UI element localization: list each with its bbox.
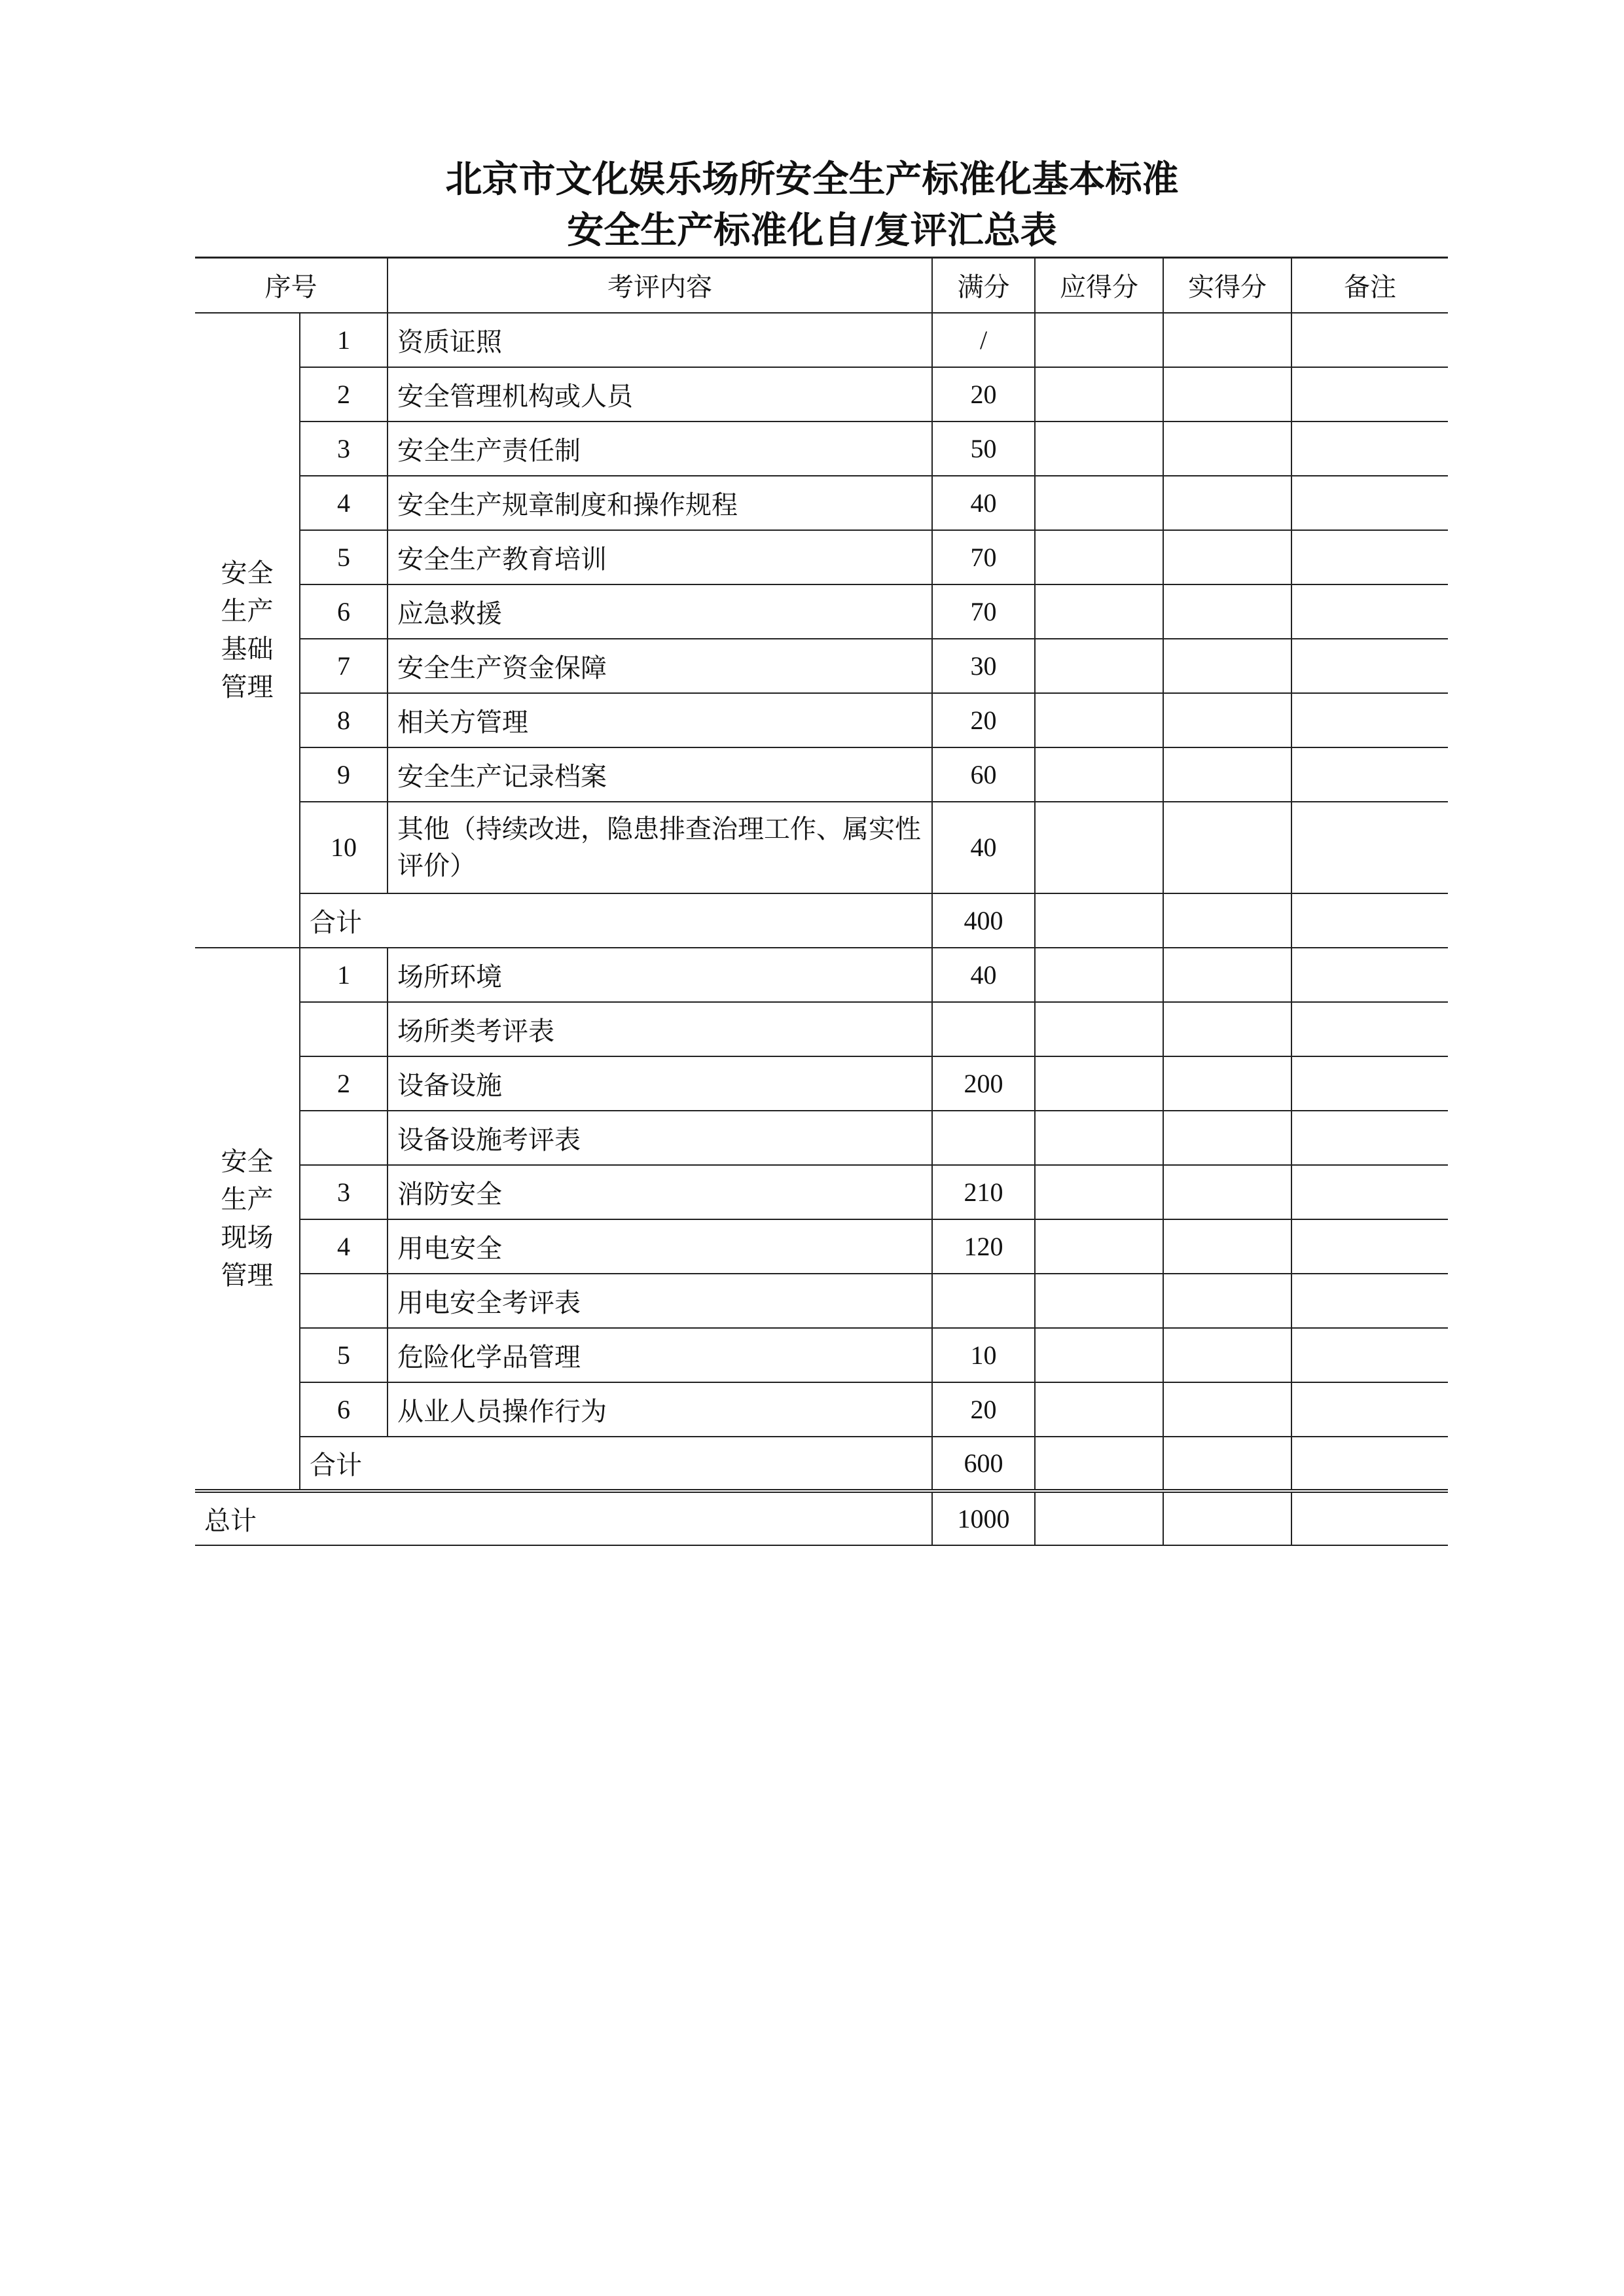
row-full-score: 10 (932, 1328, 1035, 1382)
subtotal-remarks-cell[interactable] (1291, 893, 1448, 948)
table-row (195, 422, 1448, 476)
subtotal-label: 合计 (300, 893, 932, 948)
row-actual-score-cell[interactable] (1163, 802, 1291, 893)
header-actual-score: 实得分 (1163, 258, 1291, 313)
table-row (195, 747, 1448, 802)
row-due-score-cell[interactable] (1035, 367, 1163, 422)
row-actual-score-cell[interactable] (1163, 693, 1291, 747)
row-due-score-cell[interactable] (1035, 313, 1163, 367)
table-row (195, 584, 1448, 639)
row-number: 1 (300, 948, 388, 1002)
subtotal-remarks-cell[interactable] (1291, 1437, 1448, 1491)
row-full-score: 20 (932, 367, 1035, 422)
row-due-score-cell[interactable] (1035, 1111, 1163, 1165)
header-due-score: 应得分 (1035, 258, 1163, 313)
header-seq: 序号 (195, 258, 388, 313)
subtotal-due-score-cell[interactable] (1035, 1437, 1163, 1491)
row-remarks-cell[interactable] (1291, 1111, 1448, 1165)
row-actual-score-cell[interactable] (1163, 476, 1291, 530)
row-remarks-cell[interactable] (1291, 367, 1448, 422)
row-full-score: 20 (932, 693, 1035, 747)
score-summary-table (195, 257, 1448, 1546)
row-number: 9 (300, 747, 388, 802)
table-row (195, 313, 1448, 367)
row-actual-score-cell[interactable] (1163, 422, 1291, 476)
row-full-score (932, 1002, 1035, 1056)
row-full-score: 70 (932, 530, 1035, 584)
row-content: 场所环境 (388, 948, 932, 1002)
row-number: 5 (300, 530, 388, 584)
row-content: 用电安全 (388, 1219, 932, 1274)
row-number: 4 (300, 1219, 388, 1274)
subtotal-actual-score-cell[interactable] (1163, 1437, 1291, 1491)
table-row (195, 1382, 1448, 1437)
row-actual-score-cell[interactable] (1163, 1274, 1291, 1328)
row-content: 场所类考评表 (388, 1002, 932, 1056)
row-full-score: 40 (932, 476, 1035, 530)
row-number: 3 (300, 422, 388, 476)
row-remarks-cell[interactable] (1291, 1328, 1448, 1382)
row-remarks-cell[interactable] (1291, 747, 1448, 802)
row-due-score-cell[interactable] (1035, 476, 1163, 530)
row-due-score-cell[interactable] (1035, 1165, 1163, 1219)
row-content: 设备设施考评表 (388, 1111, 932, 1165)
table-row (195, 1328, 1448, 1382)
row-due-score-cell[interactable] (1035, 747, 1163, 802)
row-content: 用电安全考评表 (388, 1274, 932, 1328)
group-label-site-management: 安全 生产 现场 管理 (195, 948, 300, 1491)
row-remarks-cell[interactable] (1291, 639, 1448, 693)
row-full-score: 30 (932, 639, 1035, 693)
row-full-score: 40 (932, 802, 1035, 893)
table-row (195, 476, 1448, 530)
grand-total-score: 1000 (932, 1491, 1035, 1545)
row-remarks-cell[interactable] (1291, 530, 1448, 584)
row-number: 3 (300, 1165, 388, 1219)
row-number: 2 (300, 1056, 388, 1111)
row-full-score: / (932, 313, 1035, 367)
row-full-score: 50 (932, 422, 1035, 476)
row-actual-score-cell[interactable] (1163, 948, 1291, 1002)
row-remarks-cell[interactable] (1291, 948, 1448, 1002)
row-number: 2 (300, 367, 388, 422)
row-due-score-cell[interactable] (1035, 948, 1163, 1002)
table-row (195, 1111, 1448, 1165)
row-remarks-cell[interactable] (1291, 1274, 1448, 1328)
row-number: 10 (300, 802, 388, 893)
row-number: 6 (300, 584, 388, 639)
row-remarks-cell[interactable] (1291, 693, 1448, 747)
row-content: 安全生产责任制 (388, 422, 932, 476)
row-actual-score-cell[interactable] (1163, 530, 1291, 584)
table-row (195, 367, 1448, 422)
row-due-score-cell[interactable] (1035, 693, 1163, 747)
row-due-score-cell[interactable] (1035, 1382, 1163, 1437)
row-number: 1 (300, 313, 388, 367)
table-row (195, 530, 1448, 584)
subtotal-due-score-cell[interactable] (1035, 893, 1163, 948)
row-remarks-cell[interactable] (1291, 1165, 1448, 1219)
row-remarks-cell[interactable] (1291, 313, 1448, 367)
grand-total-due-score-cell[interactable] (1035, 1491, 1163, 1545)
grand-total-label: 总计 (195, 1491, 932, 1545)
row-due-score-cell[interactable] (1035, 802, 1163, 893)
row-due-score-cell[interactable] (1035, 1056, 1163, 1111)
row-number (300, 1111, 388, 1165)
row-due-score-cell[interactable] (1035, 639, 1163, 693)
row-due-score-cell[interactable] (1035, 1219, 1163, 1274)
row-remarks-cell[interactable] (1291, 1219, 1448, 1274)
row-content: 安全生产教育培训 (388, 530, 932, 584)
row-full-score: 210 (932, 1165, 1035, 1219)
row-due-score-cell[interactable] (1035, 422, 1163, 476)
row-remarks-cell[interactable] (1291, 422, 1448, 476)
row-remarks-cell[interactable] (1291, 802, 1448, 893)
subtotal-actual-score-cell[interactable] (1163, 893, 1291, 948)
row-actual-score-cell[interactable] (1163, 584, 1291, 639)
row-number: 6 (300, 1382, 388, 1437)
table-row (195, 693, 1448, 747)
table-row (195, 802, 1448, 893)
row-actual-score-cell[interactable] (1163, 367, 1291, 422)
row-number (300, 1274, 388, 1328)
subtotal-score: 400 (932, 893, 1035, 948)
row-full-score: 20 (932, 1382, 1035, 1437)
row-actual-score-cell[interactable] (1163, 1219, 1291, 1274)
grand-total-remarks-cell[interactable] (1291, 1491, 1448, 1545)
row-full-score: 120 (932, 1219, 1035, 1274)
row-remarks-cell[interactable] (1291, 1382, 1448, 1437)
row-content: 设备设施 (388, 1056, 932, 1111)
header-full-score: 满分 (932, 258, 1035, 313)
row-actual-score-cell[interactable] (1163, 313, 1291, 367)
row-actual-score-cell[interactable] (1163, 1056, 1291, 1111)
row-content: 资质证照 (388, 313, 932, 367)
row-full-score (932, 1111, 1035, 1165)
row-content: 从业人员操作行为 (388, 1382, 932, 1437)
row-remarks-cell[interactable] (1291, 1002, 1448, 1056)
row-content: 安全管理机构或人员 (388, 367, 932, 422)
header-content: 考评内容 (388, 258, 932, 313)
grand-total-actual-score-cell[interactable] (1163, 1491, 1291, 1545)
group-label-basic-management: 安全 生产 基础 管理 (195, 313, 300, 948)
row-content: 安全生产资金保障 (388, 639, 932, 693)
row-full-score: 70 (932, 584, 1035, 639)
row-full-score: 60 (932, 747, 1035, 802)
row-due-score-cell[interactable] (1035, 584, 1163, 639)
row-remarks-cell[interactable] (1291, 1056, 1448, 1111)
row-due-score-cell[interactable] (1035, 530, 1163, 584)
subtotal-row (195, 893, 1448, 948)
document-title-line2: 安全生产标准化自/复评汇总表 (567, 209, 1057, 252)
row-content: 消防安全 (388, 1165, 932, 1219)
subtotal-score: 600 (932, 1437, 1035, 1491)
table-row (195, 1219, 1448, 1274)
row-actual-score-cell[interactable] (1163, 1328, 1291, 1382)
subtotal-row (195, 1437, 1448, 1491)
row-content: 危险化学品管理 (388, 1328, 932, 1382)
row-actual-score-cell[interactable] (1163, 1382, 1291, 1437)
row-number: 8 (300, 693, 388, 747)
document-title-line1: 北京市文化娱乐场所安全生产标准化基本标准 (445, 158, 1179, 201)
row-number (300, 1002, 388, 1056)
row-due-score-cell[interactable] (1035, 1328, 1163, 1382)
row-content: 相关方管理 (388, 693, 932, 747)
row-number: 4 (300, 476, 388, 530)
table-row (195, 1165, 1448, 1219)
row-actual-score-cell[interactable] (1163, 639, 1291, 693)
table-header-row (195, 258, 1448, 313)
row-number: 7 (300, 639, 388, 693)
row-actual-score-cell[interactable] (1163, 1111, 1291, 1165)
row-due-score-cell[interactable] (1035, 1274, 1163, 1328)
grand-total-row (195, 1491, 1448, 1545)
table-row (195, 1056, 1448, 1111)
row-full-score: 200 (932, 1056, 1035, 1111)
row-remarks-cell[interactable] (1291, 584, 1448, 639)
subtotal-label: 合计 (300, 1437, 932, 1491)
table-row (195, 1002, 1448, 1056)
row-content: 其他（持续改进，隐患排查治理工作、属实性评价） (388, 802, 932, 893)
row-number: 5 (300, 1328, 388, 1382)
row-actual-score-cell[interactable] (1163, 1165, 1291, 1219)
row-due-score-cell[interactable] (1035, 1002, 1163, 1056)
header-remarks: 备注 (1291, 258, 1448, 313)
row-actual-score-cell[interactable] (1163, 747, 1291, 802)
row-content: 安全生产规章制度和操作规程 (388, 476, 932, 530)
row-remarks-cell[interactable] (1291, 476, 1448, 530)
row-content: 应急救援 (388, 584, 932, 639)
row-content: 安全生产记录档案 (388, 747, 932, 802)
table-row (195, 639, 1448, 693)
row-full-score: 40 (932, 948, 1035, 1002)
table-row (195, 1274, 1448, 1328)
table-row (195, 948, 1448, 1002)
row-actual-score-cell[interactable] (1163, 1002, 1291, 1056)
row-full-score (932, 1274, 1035, 1328)
